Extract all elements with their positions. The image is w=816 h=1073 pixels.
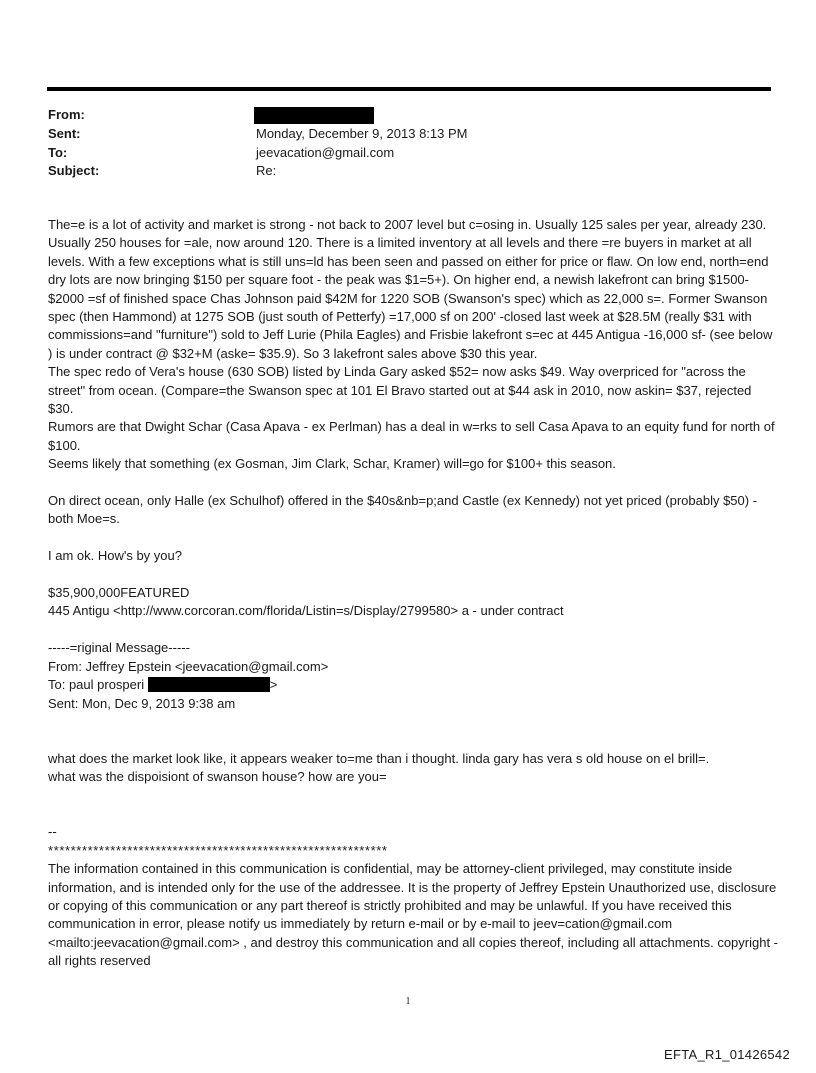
- body-paragraph: The=e is a lot of activity and market is strong - not back to 2007 level but c=osing in. Usually 125 sales per year, already 230. Usually 250 houses for =ale, now around 120. There is a limited inventory at all levels and there =re buyers in market at all levels. With a few exceptions what is still uns=ld has been seen and passed on either for price or flaw. On low end, north=end dry lots are now bringing $150 per square foot - the peak was $1=5+). On higher end, a newish lakefront can bring $1500- $2000 =sf of finished space Chas Johnson paid $42M for 1220 SOB (Swanson's spec) which as 22,000 s=. Former Swanson spec (then Hammond) at 1275 SOB (just south of Petterfy) =17,000 sf on 200' -closed last week at $28.5M (really $31 with commissions=and "furniture") sold to Jeff Lurie (Phila Eagles) and Frisbie lakefront s=ec at 445 Antigua -16,000 sf- (see below ) is under contract @ $32+M (aske= $35.9). So 3 lakefront sales above $30 this year.: [48, 217, 773, 361]
- subject-label: Subject:: [48, 163, 100, 178]
- email-body: [48, 216, 778, 971]
- sent-label: Sent:: [48, 126, 81, 141]
- header-rule: [47, 87, 771, 91]
- original-sent: Sent: Mon, Dec 9, 2013 9:38 am: [48, 695, 236, 711]
- from-label: From:: [48, 107, 85, 122]
- original-message-separator: -----=riginal Message-----: [48, 640, 190, 656]
- original-to-suffix: >: [269, 677, 278, 693]
- body-paragraph: The spec redo of Vera's house (630 SOB) listed by Linda Gary asked $52= now asks $49. Way overpriced for "across the street" from ocean. (Compare=the Swanson spec at 101 El Bravo started out at $44 ask in 2010, now askin= $37, rejected $30.: [48, 364, 752, 417]
- redacted-recipient: [148, 677, 270, 692]
- original-to: [48, 676, 778, 694]
- quoted-line: what was the dispoisiont of swanson house? how are you=: [48, 769, 387, 785]
- listing-price: $35,900,000FEATURED: [48, 585, 190, 601]
- body-paragraph: On direct ocean, only Halle (ex Schulhof) offered in the $40s&nb=p;and Castle (ex Kennedy) not yet priced (probably $50) - both Moe=s.: [48, 493, 758, 527]
- original-to-prefix: To: paul prosperi: [48, 677, 145, 693]
- page-number: 1: [405, 996, 411, 1007]
- redacted-sender: [254, 107, 374, 124]
- document-id: EFTA_R1_01426542: [664, 1047, 790, 1062]
- quoted-line: what does the market look like, it appears weaker to=me than i thought. linda gary has vera s old house on el brill=.: [48, 750, 710, 766]
- body-paragraph: Seems likely that something (ex Gosman, Jim Clark, Schar, Kramer) will=go for $100+ this season.: [48, 456, 616, 472]
- to-value: jeevacation@gmail.com: [256, 145, 395, 160]
- sent-value: Monday, December 9, 2013 8:13 PM: [256, 126, 468, 141]
- disclaimer: The information contained in this communication is confidential, may be attorney-client privileged, may constitute inside information, and is intended only for the use of the addressee. It is the property of Jeffrey Epstein Unauthorized use, disclosure or copying of this communication or any part thereof is strictly prohibited and may be unlawful. If you have received this communication in error, please notify us immediately by return e-mail or by e-mail to jeev=cation@gmail.com <mailto:jeevacation@gmail.com> , and destroy this communication and all copies thereof, including all attachments. copyright -all rights reserved: [48, 861, 779, 969]
- signature-dash: --: [48, 824, 57, 840]
- body-paragraph: I am ok. How's by you?: [48, 548, 182, 564]
- to-label: To:: [48, 145, 68, 160]
- body-paragraph: Rumors are that Dwight Schar (Casa Apava - ex Perlman) has a deal in w=rks to sell Casa Apava to an equity fund for north of $100.: [48, 419, 775, 453]
- signature-stars: ************************************************************: [48, 842, 388, 858]
- original-from: From: Jeffrey Epstein <jeevacation@gmail.com>: [48, 658, 329, 674]
- listing-link[interactable]: 445 Antigu <http://www.corcoran.com/florida/Listin=s/Display/2799580> a - under contract: [48, 603, 564, 619]
- subject-value: Re:: [256, 163, 277, 178]
